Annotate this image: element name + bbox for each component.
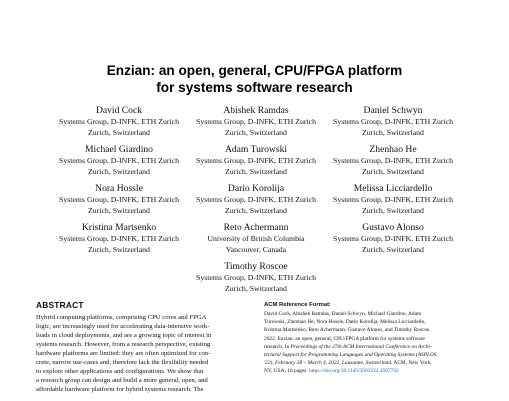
- author-affiliation: Systems Group, D-INFK, ETH Zurich: [59, 234, 179, 244]
- author-affiliation: Systems Group, D-INFK, ETH Zurich: [196, 156, 316, 166]
- abstract-line: hardware platforms are limited: they are often optimized for con-: [36, 350, 211, 357]
- acm-reference-line: [264, 343, 474, 351]
- author-block: [318, 106, 468, 138]
- author-block: [181, 145, 331, 177]
- author-name: Kristina Martsenko: [81, 222, 157, 233]
- author-location: Zurich, Switzerland: [88, 205, 150, 215]
- author-name: Gustavo Alonso: [362, 222, 424, 233]
- abstract-line: systems research. However, from a research perspective, existing: [36, 341, 211, 348]
- author-block: [44, 223, 194, 255]
- author-location: Zurich, Switzerland: [225, 283, 287, 293]
- author-name: Michael Giardino: [85, 144, 153, 155]
- author-location: Zurich, Switzerland: [88, 127, 150, 137]
- abstract-line: crete, narrow use-cases and, therefore lack the flexibility needed: [36, 359, 209, 366]
- acm-reference-line: David Cock, Abishek Ramdas, Daniel Schwyn, Michael Giardino, Adam: [264, 311, 422, 317]
- author-location: Zurich, Switzerland: [362, 205, 424, 215]
- author-affiliation: Systems Group, D-INFK, ETH Zurich: [196, 195, 316, 205]
- paper-title-line-2: for systems software research: [156, 80, 353, 95]
- author-affiliation: Systems Group, D-INFK, ETH Zurich: [333, 117, 453, 127]
- author-name: Abishek Ramdas: [223, 105, 289, 116]
- paper-title-line-1: Enzian: an open, general, CPU/FPGA platform: [106, 63, 403, 78]
- author-affiliation: Systems Group, D-INFK, ETH Zurich: [59, 117, 179, 127]
- abstract-line: to explore other applications and configurations. We show that: [36, 368, 204, 375]
- paper-title: [0, 62, 509, 96]
- abstract-line: Hybrid computing platforms, comprising CPU cores and FPGA: [36, 314, 207, 321]
- author-location: Zurich, Switzerland: [88, 244, 150, 254]
- acm-reference-line: [264, 367, 474, 375]
- author-affiliation: Systems Group, D-INFK, ETH Zurich: [333, 156, 453, 166]
- proceedings-title: Proceedings of the 27th ACM International Conference on Archi-: [290, 343, 432, 350]
- doi-link[interactable]: https://doi.org/10.1145/3503222.3507742: [308, 368, 399, 375]
- author-name: Daniel Schwyn: [363, 105, 423, 116]
- author-affiliation: University of British Columbia: [207, 234, 305, 244]
- acm-reference-section: [264, 302, 474, 376]
- acm-reference-line: Kristina Martsenko, Reto Achermann, Gustavo Alonso, and Timothy Roscoe.: [264, 327, 431, 334]
- author-block: [44, 145, 194, 177]
- author-name: Nora Hossle: [95, 183, 143, 194]
- author-block: [318, 223, 468, 255]
- author-block: [318, 145, 468, 177]
- author-name: Dario Korolija: [227, 183, 285, 194]
- author-affiliation: Systems Group, D-INFK, ETH Zurich: [333, 195, 453, 205]
- author-location: Zurich, Switzerland: [362, 244, 424, 254]
- proceedings-title: '22), February 28 – March 4, 2022, Lausanne, Switzerland.: [264, 360, 393, 367]
- abstract-heading: ABSTRACT: [36, 300, 84, 310]
- author-affiliation: Systems Group, D-INFK, ETH Zurich: [333, 234, 453, 244]
- author-block: [318, 184, 468, 216]
- author-affiliation: Systems Group, D-INFK, ETH Zurich: [196, 273, 316, 283]
- acm-reference-heading: ACM Reference Format:: [264, 302, 332, 308]
- author-location: Zurich, Switzerland: [225, 205, 287, 215]
- abstract-section: [36, 300, 244, 394]
- author-location: Vancouver, Canada: [225, 244, 287, 254]
- author-location: Zurich, Switzerland: [362, 127, 424, 137]
- author-name: Reto Achermann: [223, 222, 289, 233]
- author-block: [181, 223, 331, 255]
- author-name: Zhenhao He: [369, 144, 417, 155]
- author-block: [44, 184, 194, 216]
- abstract-line: affordable hardware platform for hybrid systems research. The: [36, 386, 204, 393]
- acm-reference-line: Turowski, Zhenhao He, Nora Hossle, Dario Korolija, Melissa Licciardello,: [264, 319, 426, 326]
- acm-reference-text: NY, USA, 18 pages.: [264, 368, 309, 375]
- acm-reference-text: research. In: [264, 343, 291, 350]
- abstract-line: a research group can design and build a more general, open, and: [36, 377, 208, 384]
- author-affiliation: Systems Group, D-INFK, ETH Zurich: [59, 156, 179, 166]
- abstract-line: loads in cloud deployments, and are a growing topic of interest in: [36, 332, 212, 339]
- author-location: Zurich, Switzerland: [225, 166, 287, 176]
- proceedings-title: tectural Support for Programming Languages and Operating Systems (ASPLOS: [264, 352, 437, 359]
- author-location: Zurich, Switzerland: [225, 127, 287, 137]
- author-name: Timothy Roscoe: [224, 261, 288, 272]
- author-block: [181, 184, 331, 216]
- author-name: Melissa Licciardello: [353, 183, 433, 194]
- author-affiliation: Systems Group, D-INFK, ETH Zurich: [59, 195, 179, 205]
- acm-reference-text: ACM, New York,: [392, 360, 432, 367]
- author-location: Zurich, Switzerland: [362, 166, 424, 176]
- author-affiliation: Systems Group, D-INFK, ETH Zurich: [196, 117, 316, 127]
- abstract-line: logic, are increasingly used for accelerating data-intensive work-: [36, 323, 210, 330]
- author-location: Zurich, Switzerland: [88, 166, 150, 176]
- author-block: [181, 262, 331, 294]
- author-block: [181, 106, 331, 138]
- author-name: Adam Turowski: [224, 144, 288, 155]
- acm-reference-line: [264, 359, 474, 367]
- author-name: David Cock: [95, 105, 143, 116]
- author-block: [44, 106, 194, 138]
- acm-reference-line: 2022. Enzian: an open, general, CPU/FPGA platform for systems software: [264, 335, 425, 342]
